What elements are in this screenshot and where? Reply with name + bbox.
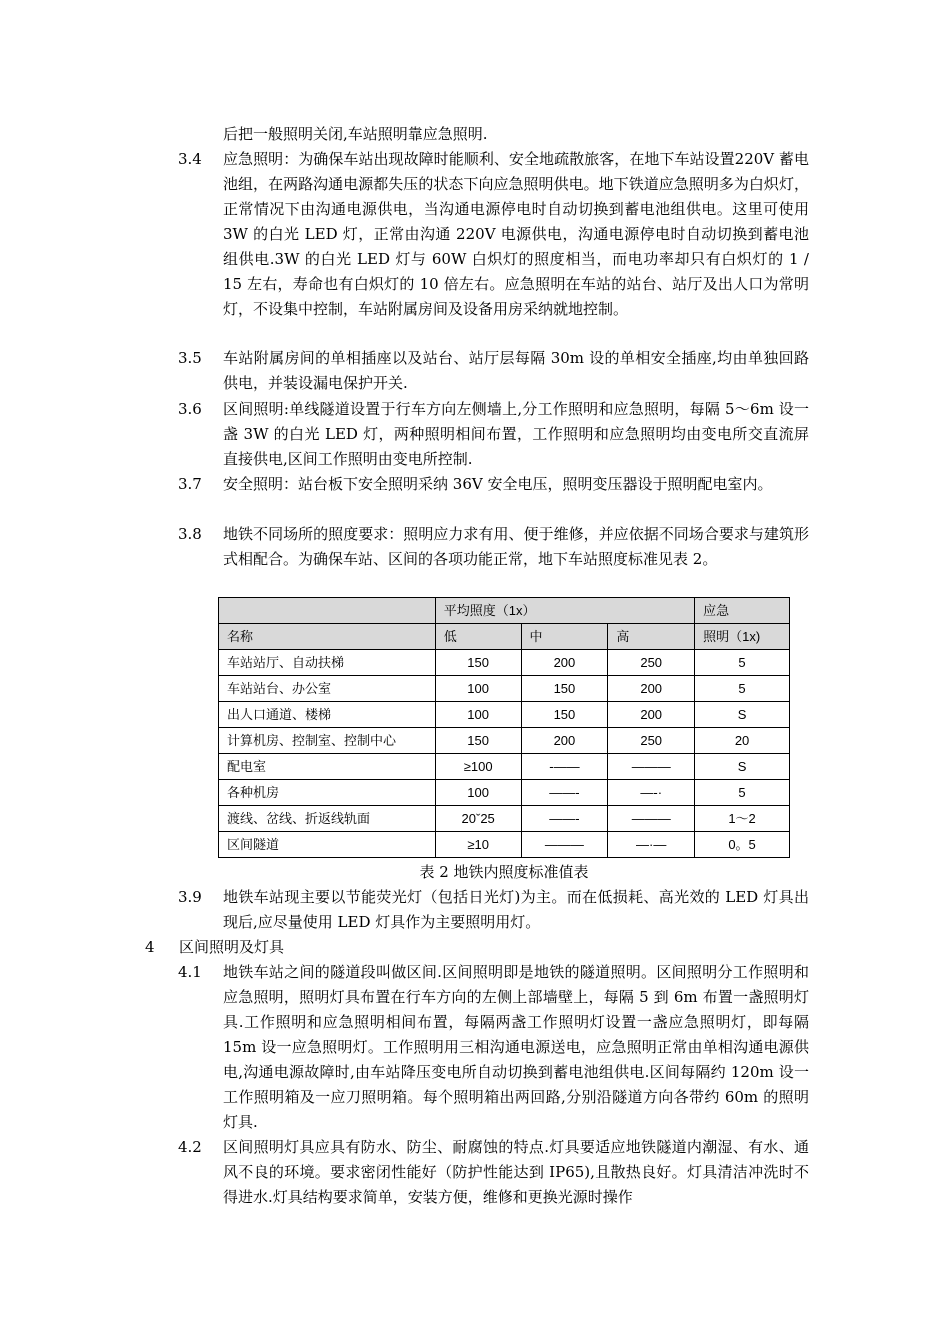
table-cell: -—— xyxy=(521,754,608,780)
table-cell: 150 xyxy=(435,728,521,754)
header-cell-avg-illuminance: 平均照度（1x） xyxy=(435,598,694,624)
chapter-number: 4 xyxy=(145,938,155,956)
section-text: 地铁不同场所的照度要求：照明应力求有用、便于维修，并应依据不同场合要求与建筑形式相配合。为确保车站、区间的各项功能正常，地下车站照度标准见表 2。 xyxy=(223,525,809,568)
table-cell: 各种机房 xyxy=(219,780,436,806)
table-cell: 0。5 xyxy=(695,832,790,858)
header-cell xyxy=(219,598,436,624)
table-cell: 100 xyxy=(435,676,521,702)
section-number: 3.5 xyxy=(178,349,202,367)
table-cell: 计算机房、控制室、控制中心 xyxy=(219,728,436,754)
table-cell: 渡线、岔线、折返线轨面 xyxy=(219,806,436,832)
table-cell: 200 xyxy=(521,728,608,754)
table-cell: 250 xyxy=(608,728,695,754)
section-text: 地铁车站现主要以节能荧光灯（包括日光灯)为主。而在低损耗、高光效的 LED 灯具出现后,应尽量使用 LED 灯具作为主要照明用灯。 xyxy=(223,888,809,931)
table-cell: 区间隧道 xyxy=(219,832,436,858)
continuation-line: 后把一般照明关闭,车站照明靠应急照明. xyxy=(223,125,488,143)
table-row xyxy=(219,832,790,858)
header-cell-low: 低 xyxy=(435,624,521,650)
chapter-title: 区间照明及灯具 xyxy=(179,938,285,956)
section-number: 4.1 xyxy=(178,963,202,981)
header-cell-name: 名称 xyxy=(219,624,436,650)
section-number: 3.6 xyxy=(178,400,202,418)
table-cell: ——- xyxy=(521,806,608,832)
table-cell: 150 xyxy=(521,676,608,702)
table-cell: ——- xyxy=(521,780,608,806)
table-cell: 车站站厅、自动扶梯 xyxy=(219,650,436,676)
table-cell: 20 xyxy=(695,728,790,754)
table-cell: S xyxy=(695,754,790,780)
table-cell: ≥100 xyxy=(435,754,521,780)
section-number: 3.8 xyxy=(178,525,202,543)
table-row xyxy=(219,650,790,676)
section-number: 4.2 xyxy=(178,1138,202,1156)
section-text: 区间照明:单线隧道设置于行车方向左侧墙上,分工作照明和应急照明，每隔 5～6m 设一盏 3W 的白光 LED 灯，两种照明相间布置，工作照明和应急照明均由变电所交直流屏直接供电,区间工作照明由变电所控制. xyxy=(223,400,809,468)
table-cell: 200 xyxy=(521,650,608,676)
table-cell: 250 xyxy=(608,650,695,676)
header-cell-mid: 中 xyxy=(521,624,608,650)
table-header-row xyxy=(219,598,790,624)
illuminance-table xyxy=(218,597,790,858)
table-cell: 100 xyxy=(435,702,521,728)
table-caption: 表 2 地铁内照度标准值表 xyxy=(419,863,589,881)
table-cell: 150 xyxy=(521,702,608,728)
table-cell: 5 xyxy=(695,780,790,806)
section-number: 3.7 xyxy=(178,475,202,493)
table-row xyxy=(219,676,790,702)
section-text: 应急照明：为确保车站出现故障时能顺利、安全地疏散旅客，在地下车站设置220V 蓄电池组，在两路沟通电源都失压的状态下向应急照明供电。地下铁道应急照明多为白炽灯，正常情况下由沟通电源供电，当沟通电源停电时自动切换到蓄电池组供电。这里可使用 3W 的白光 LED 灯，正常由沟通 220V 电源供电，沟通电源停电时自动切换到蓄电池组供电.3W 的白光 LED 灯与 60W 白炽灯的照度相当，而电功率却只有白炽灯的 1 / 15 左右，寿命也有白炽灯的 10 倍左右。应急照明在车站的站台、站厅及出人口为常明灯，不设集中控制，车站附属房间及设备用房采纳就地控制。 xyxy=(223,150,809,318)
table-row xyxy=(219,806,790,832)
table-cell: 1～2 xyxy=(695,806,790,832)
section-text: 区间照明灯具应具有防水、防尘、耐腐蚀的特点.灯具要适应地铁隧道内潮湿、有水、通风不良的环境。要求密闭性能好（防护性能达到 IP65),且散热良好。灯具清洁冲洗时不得进水.灯具结构要求简单，安装方便，维修和更换光源时操作 xyxy=(223,1138,809,1206)
table-row xyxy=(219,754,790,780)
table-cell: —-· xyxy=(608,780,695,806)
table-cell: 200 xyxy=(608,676,695,702)
header-cell-emergency: 应急 xyxy=(695,598,790,624)
header-cell-emergency-lx: 照明（1x) xyxy=(695,624,790,650)
table-row xyxy=(219,728,790,754)
section-text: 安全照明：站台板下安全照明采纳 36V 安全电压，照明变压器设于照明配电室内。 xyxy=(223,475,773,493)
table-cell: 车站站台、办公室 xyxy=(219,676,436,702)
table-cell: 5 xyxy=(695,676,790,702)
header-cell-high: 高 xyxy=(608,624,695,650)
table-row xyxy=(219,702,790,728)
table-cell: S xyxy=(695,702,790,728)
table-cell: —·— xyxy=(608,832,695,858)
section-number: 3.9 xyxy=(178,888,202,906)
table-cell: ——— xyxy=(608,754,695,780)
section-number: 3.4 xyxy=(178,150,202,168)
table-row xyxy=(219,780,790,806)
table-cell: 5 xyxy=(695,650,790,676)
table-header-row xyxy=(219,624,790,650)
section-text: 地铁车站之间的隧道段叫做区间.区间照明即是地铁的隧道照明。区间照明分工作照明和应急照明，照明灯具布置在行车方向的左侧上部墙壁上，每隔 5 到 6m 布置一盏照明灯具.工作照明和应急照明相间布置，每隔两盏工作照明灯设置一盏应急照明灯，即每隔 15m 设一应急照明灯。工作照明用三相沟通电源送电，应急照明正常由单相沟通电源供电,沟通电源故障时,由车站降压变电所自动切换到蓄电池组供电.区间每隔约 120m 设一工作照明箱及一应刀照明箱。每个照明箱出两回路,分别沿隧道方向各带约 60m 的照明灯具. xyxy=(223,963,809,1131)
table-cell: 出人口通道、楼梯 xyxy=(219,702,436,728)
table-cell: ——— xyxy=(521,832,608,858)
table-cell: 150 xyxy=(435,650,521,676)
table-cell: 配电室 xyxy=(219,754,436,780)
table-cell: ——— xyxy=(608,806,695,832)
table-cell: ≥10 xyxy=(435,832,521,858)
table-cell: 20ˇ25 xyxy=(435,806,521,832)
table-cell: 200 xyxy=(608,702,695,728)
section-text: 车站附属房间的单相插座以及站台、站厅层每隔 30m 设的单相安全插座,均由单独回路供电，并装设漏电保护开关. xyxy=(223,349,809,392)
table-cell: 100 xyxy=(435,780,521,806)
